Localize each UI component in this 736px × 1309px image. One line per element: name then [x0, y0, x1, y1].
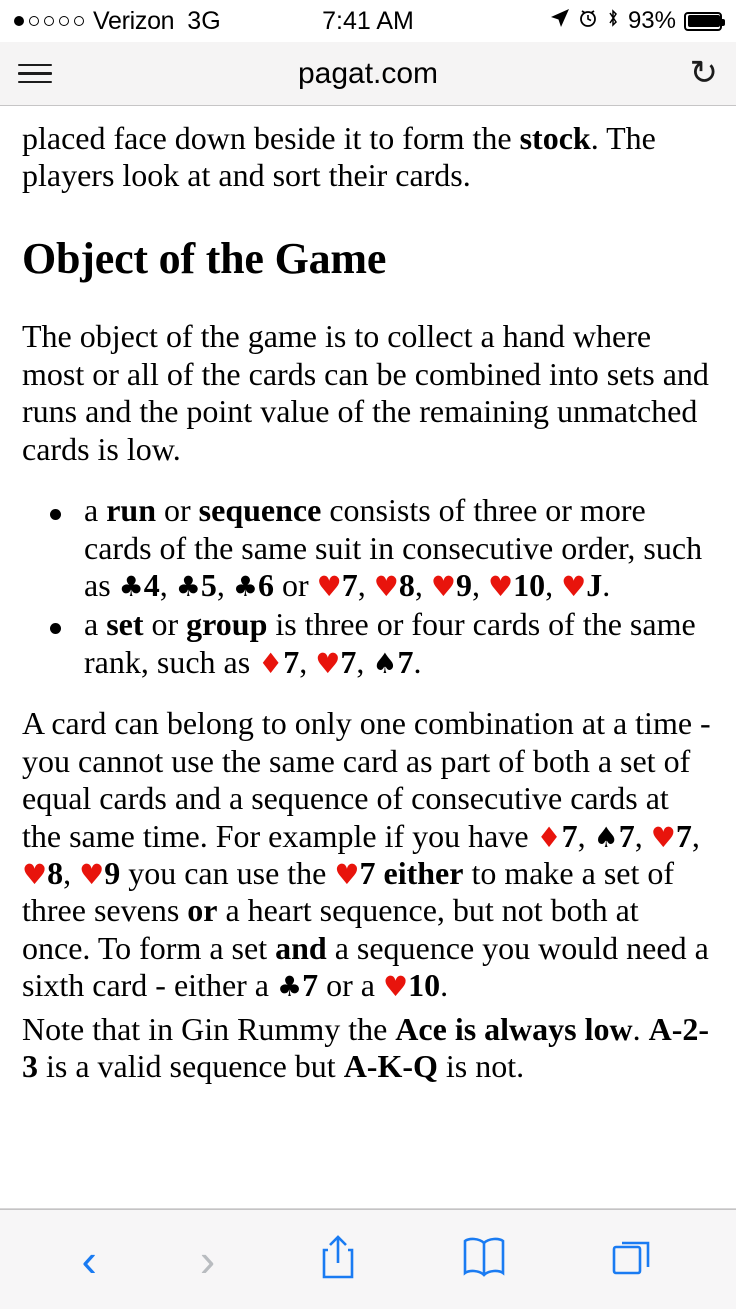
heart-icon: ♥ — [487, 569, 514, 603]
list-item: a run or sequence consists of three or more cards of the same suit in consecutive order, such as ♣4, ♣5, ♣6 or ♥7, ♥8, ♥9, ♥10, ♥J. — [22, 492, 714, 604]
chevron-right-icon: › — [199, 1233, 216, 1286]
tabs-button[interactable] — [610, 1235, 654, 1284]
combination-paragraph: A card can belong to only one combination at a time - you cannot use the same card as part of both a set of equal cards and a sequence of consecutive cards at the same time. For example if you have ♦7, ♠7, ♥7, ♥8, ♥9 you can use the ♥7 either to make a set of three sevens or a heart sequence, but not both at once. To form a set and a sequence you would need a sixth card - either a ♣7 or a ♥10. — [22, 705, 711, 1004]
clipped-next-paragraph — [22, 1104, 714, 1118]
page-heading: Object of the Game — [22, 233, 387, 283]
heart-icon: ♥ — [79, 858, 105, 892]
heart-icon: ♥ — [22, 858, 48, 892]
forward-button[interactable] — [199, 1233, 216, 1286]
clock-label: 7:41 AM — [322, 6, 414, 35]
diamond-icon: ♦ — [536, 820, 562, 854]
spade-icon: ♠ — [372, 646, 398, 680]
club-icon: ♣ — [277, 970, 303, 1004]
intro-paragraph: The object of the game is to collect a hand where most or all of the cards can be combined into sets and runs and the point value of the remaining unmatched cards is low. — [22, 318, 709, 467]
club-icon: ♣ — [175, 569, 201, 603]
heart-icon: ♥ — [561, 569, 587, 603]
back-button[interactable] — [81, 1233, 97, 1286]
reload-icon[interactable]: ↻ — [689, 54, 718, 92]
status-bar — [0, 0, 736, 42]
carrier-label: Verizon — [93, 6, 175, 35]
ace-note-paragraph: Note that in Gin Rummy the Ace is always low. A-2-3 is a valid sequence but A-K-Q is not. — [22, 1010, 710, 1085]
url-label[interactable]: pagat.com — [297, 56, 439, 90]
club-icon: ♣ — [232, 569, 258, 603]
browser-toolbar — [0, 42, 736, 106]
share-button[interactable] — [318, 1233, 358, 1286]
diamond-icon: ♦ — [258, 646, 284, 680]
heart-icon: ♥ — [430, 569, 456, 603]
heart-icon: ♥ — [315, 646, 341, 680]
battery-percent-label: 93% — [627, 7, 676, 34]
browser-bottom-toolbar — [0, 1209, 736, 1309]
spade-icon: ♠ — [593, 820, 619, 854]
battery-icon — [684, 12, 722, 31]
network-type-label: 3G — [187, 6, 221, 35]
location-arrow-icon — [550, 8, 570, 34]
heart-icon: ♥ — [382, 970, 409, 1004]
bookmarks-button[interactable] — [461, 1235, 507, 1284]
chevron-left-icon: ‹ — [81, 1233, 97, 1286]
page-content — [0, 106, 736, 1196]
heart-icon: ♥ — [373, 569, 399, 603]
heart-icon: ♥ — [650, 820, 676, 854]
tabs-icon — [610, 1235, 654, 1284]
partial-top-paragraph: placed face down beside it to form the stock. The players look at and sort their cards. — [22, 120, 656, 194]
list-item: a set or group is three or four cards of the same rank, such as ♦7, ♥7, ♠7. — [22, 606, 714, 681]
share-icon — [318, 1233, 358, 1286]
book-icon — [461, 1235, 507, 1284]
heart-icon: ♥ — [316, 569, 342, 603]
heart-icon: ♥ — [334, 858, 360, 892]
club-icon: ♣ — [118, 569, 144, 603]
rules-list — [22, 492, 714, 681]
